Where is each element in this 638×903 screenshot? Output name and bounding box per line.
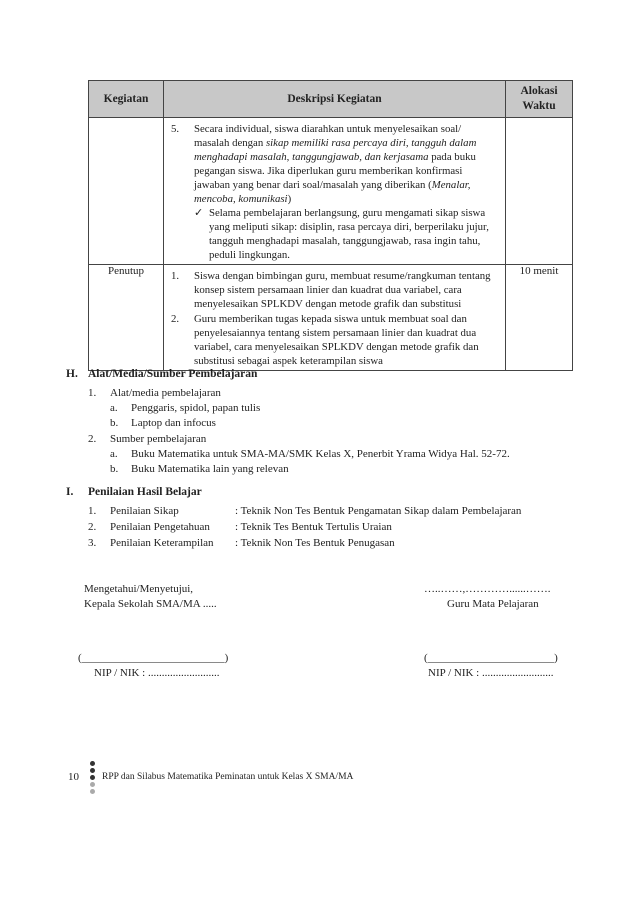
activity-table: [88, 80, 573, 371]
principal-label: Kepala Sekolah SMA/MA .....: [84, 598, 217, 610]
footer-title: RPP dan Silabus Matematika Peminatan untuk Kelas X SMA/MA: [102, 772, 354, 782]
list-number: a.: [110, 402, 118, 414]
list-item: Buku Matematika lain yang relevan: [131, 463, 289, 475]
section-i-title: Penilaian Hasil Belajar: [88, 486, 202, 498]
principal-nip: NIP / NIK : ..........................: [94, 667, 220, 679]
footer-dot: [90, 768, 95, 773]
list-item: 1. Siswa dengan bimbingan guru, membuat resume/rangkuman tentang konsep sistem persamaan linier dan kuadrat dua variabel, cara menyelesaikan SPLKDV dengan metode grafik dan substitusi: [171, 270, 491, 310]
header-deskripsi: Deskripsi Kegiatan: [164, 81, 506, 118]
assessment-name: Penilaian Pengetahuan: [110, 521, 210, 533]
list-number: 1.: [88, 387, 97, 399]
section-h-letter: H.: [66, 368, 78, 380]
list-number: b.: [110, 417, 119, 429]
header-kegiatan: Kegiatan: [89, 81, 164, 118]
list-number: 3.: [88, 537, 97, 549]
list-item: Sumber pembelajaran: [110, 433, 207, 445]
table-row: [89, 118, 573, 265]
description-cell: [164, 118, 506, 265]
teacher-signature-line: (_______________________): [424, 652, 558, 664]
assessment-desc: : Teknik Non Tes Bentuk Pengamatan Sikap dalam Pembelajaran: [235, 505, 522, 517]
teacher-nip: NIP / NIK : ..........................: [428, 667, 554, 679]
checkmark-icon: ✓: [194, 207, 204, 219]
page-number: 10: [68, 771, 79, 783]
header-alokasi: Alokasi Waktu: [506, 81, 573, 118]
footer-dot: [90, 789, 95, 794]
description-cell: [164, 265, 506, 371]
principal-signature-line: (__________________________): [78, 652, 229, 664]
footer-dot: [90, 782, 95, 787]
list-item: Alat/media pembelajaran: [110, 387, 221, 399]
empty-cell: [89, 118, 164, 265]
list-number: 2.: [88, 521, 97, 533]
list-item: 5. Secara individual, siswa diarahkan untuk menyelesaikan soal/ masalah dengan sikap memiliki rasa percaya diri, tangguh dalam menghadapi masalah, tanggungjawab, dan kerjasama pada buku pegangan siswa. Jika diperlukan guru memberikan konfirmasi jawaban yang benar dari soal/masalah yang diberikan (Menalar, mencoba, komunikasi): [171, 123, 477, 205]
list-item: Penggaris, spidol, papan tulis: [131, 402, 261, 414]
section-h-title: Alat/Media/Sumber Pembelajaran: [88, 368, 258, 380]
approval-label: Mengetahui/Menyetujui,: [84, 583, 194, 595]
list-number: 2.: [88, 433, 97, 445]
teacher-label: Guru Mata Pelajaran: [447, 598, 539, 610]
footer-dot: [90, 775, 95, 780]
assessment-name: Penilaian Keterampilan: [110, 537, 214, 549]
assessment-desc: : Teknik Non Tes Bentuk Penugasan: [235, 537, 395, 549]
list-item: Laptop dan infocus: [131, 417, 216, 429]
list-number: 1.: [88, 505, 97, 517]
list-item: 2. Guru memberikan tugas kepada siswa untuk membuat soal dan penyelesaiannya tentang sistem persamaan linier dan kuadrat dua variabel, cara menyelesaikan SPLKDV dengan metode grafik dan substitusi sebagai aspek keterampilan siswa: [171, 313, 479, 367]
table-header-row: [89, 81, 573, 118]
section-i-letter: I.: [66, 486, 74, 498]
assessment-desc: : Teknik Tes Bentuk Tertulis Uraian: [235, 521, 392, 533]
empty-cell: [506, 118, 573, 265]
checklist-item: ✓ Selama pembelajaran berlangsung, guru mengamati sikap siswa yang meliputi sikap: disiplin, rasa percaya diri, berperilaku jujur, tangguh menghadapi masalah, tanggungjawab, rasa ingin tahu, peduli lingkungan.: [194, 207, 489, 261]
footer-dot: [90, 761, 95, 766]
table-row: [89, 265, 573, 371]
list-number: a.: [110, 448, 118, 460]
time-allocation: 10 menit: [506, 265, 573, 371]
date-placeholder: …..……,…………......…….: [424, 583, 551, 595]
penutup-label: Penutup: [89, 265, 164, 371]
list-item: Buku Matematika untuk SMA-MA/SMK Kelas X, Penerbit Yrama Widya Hal. 52-72.: [131, 448, 510, 460]
assessment-name: Penilaian Sikap: [110, 505, 179, 517]
list-number: b.: [110, 463, 119, 475]
